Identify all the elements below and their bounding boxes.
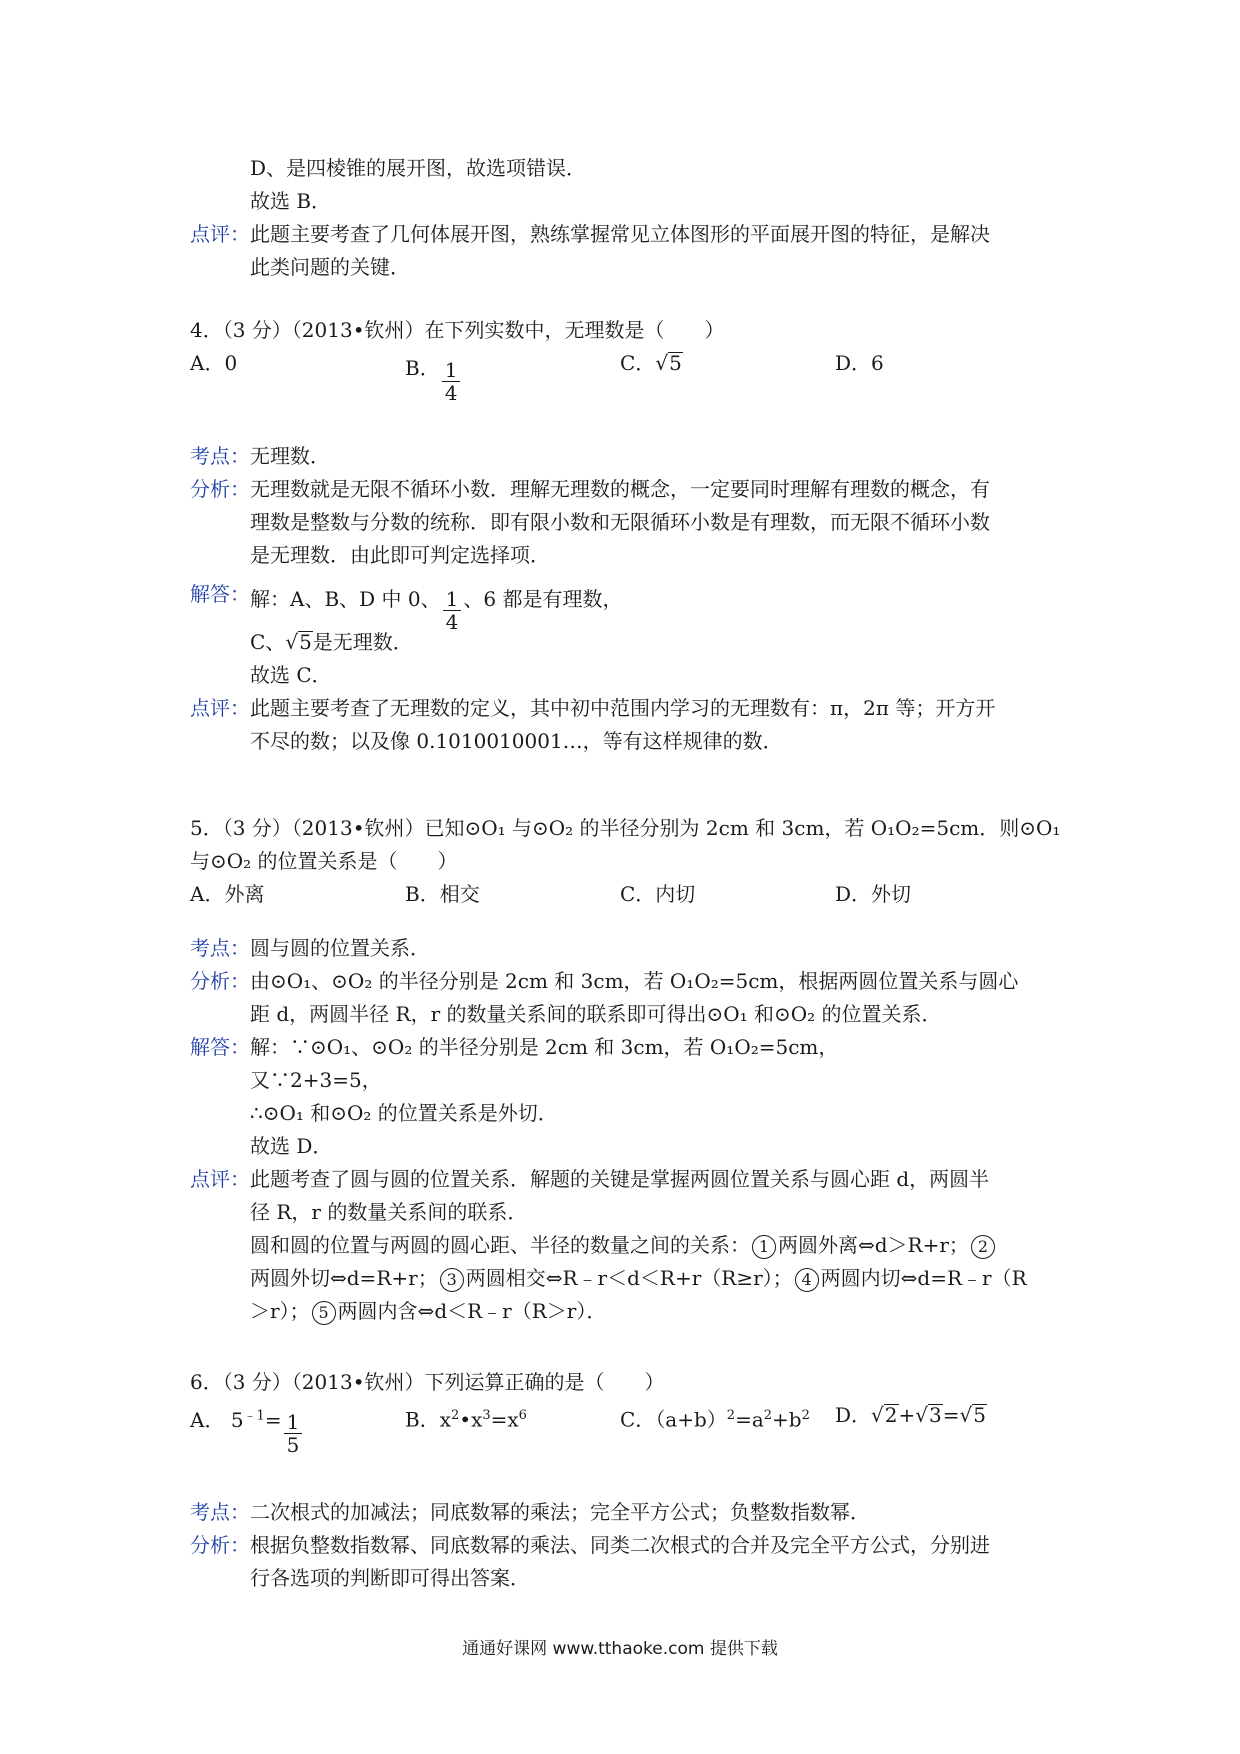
text-line: 根据负整数指数幂、同底数幂的乘法、同类二次根式的合并及完全平方公式，分别进 (250, 1533, 990, 1557)
text-segment: 两圆内含⇔d＜R﹣r（R＞r）． (337, 1299, 607, 1323)
q5-solution (190, 932, 1060, 1328)
term: （a+b） (655, 1407, 727, 1432)
denominator: 5 (286, 1433, 300, 1457)
relation-line-2 (250, 1262, 1060, 1295)
sqrt-expression: √3 (915, 1403, 942, 1427)
q5-option-b: B．相交 (405, 882, 480, 906)
jieda-line-1 (250, 578, 1060, 634)
circled-number: 3 (440, 1268, 464, 1292)
numerator: 1 (443, 588, 462, 611)
q4-dianping (190, 692, 1060, 758)
sqrt-expression: √5 (655, 351, 682, 375)
question-5 (190, 812, 1060, 911)
jieda-text (190, 1031, 1060, 1163)
equals: = (942, 1403, 960, 1427)
text-line: 行各选项的判断即可得出答案． (250, 1566, 530, 1590)
relation-line-1 (250, 1229, 1060, 1262)
term: x (439, 1407, 451, 1432)
text-line: 径 R，r 的数量关系间的联系． (250, 1200, 528, 1224)
q3-dianping-text (190, 218, 1060, 284)
term: =a (735, 1407, 764, 1432)
exponent: 6 (518, 1408, 527, 1423)
radicand: 5 (669, 351, 682, 375)
option-prefix: C． (620, 351, 656, 375)
q6-option-d (835, 1399, 987, 1432)
jieda-line-2 (250, 626, 1060, 659)
question-4 (190, 314, 1060, 405)
q4-options (190, 347, 1060, 405)
numerator: 1 (284, 1411, 303, 1434)
text-line: 解：∵⊙O₁、⊙O₂ 的半径分别是 2cm 和 3cm，若 O₁O₂=5cm， (250, 1035, 839, 1059)
plus: + (898, 1403, 916, 1427)
text-line: 此题主要考查了几何体展开图，熟练掌握常见立体图形的平面展开图的特征，是解决 (250, 222, 990, 246)
q6-stem: 6．（3 分）（2013•钦州）下列运算正确的是（ ） (190, 1370, 665, 1394)
q6-options (190, 1399, 1060, 1457)
circled-number: 1 (752, 1235, 776, 1259)
q6-kaodian (190, 1496, 1060, 1529)
text-segment: 两圆外离⇔d＞R+r； (778, 1233, 969, 1257)
radicand: 5 (299, 630, 312, 654)
fraction (442, 359, 461, 404)
circled-number: 5 (312, 1301, 336, 1325)
q5-stem-line-2: 与⊙O₂ 的位置关系是（ ） (190, 849, 458, 873)
relation-line-3 (250, 1295, 1060, 1328)
term: +b (772, 1407, 802, 1432)
q3-answer: 故选 B． (250, 189, 332, 213)
q4-fenxi (190, 473, 1060, 572)
fenxi-label: 分析： (190, 969, 250, 993)
fenxi-text (190, 473, 1060, 572)
term: •x (459, 1407, 483, 1432)
dianping-text (190, 1163, 1060, 1328)
jieda-label: 解答： (190, 582, 250, 606)
q6-fenxi (190, 1529, 1060, 1595)
dianping-label: 点评： (190, 222, 250, 246)
q5-jieda (190, 1031, 1060, 1163)
exponent: 2 (726, 1408, 736, 1423)
radicand: 5 (973, 1403, 987, 1427)
text-line: 理数是整数与分数的统称．即有限小数和无限循环小数是有理数，而无限不循环小数 (250, 510, 990, 534)
kaodian-label: 考点： (190, 1500, 250, 1524)
exponent: 3 (482, 1408, 491, 1423)
text-segment: ＞r）； (250, 1299, 310, 1323)
text-segment: 两圆相交⇔R﹣r＜d＜R+r（R≥r）； (465, 1266, 793, 1290)
q5-dianping (190, 1163, 1060, 1328)
base: 5 (230, 1408, 244, 1432)
text-line: 无理数就是无限不循环小数．理解无理数的概念，一定要同时理解有理数的概念，有 (250, 477, 990, 501)
sqrt-expression: √2 (871, 1403, 898, 1427)
denominator: 4 (444, 381, 458, 405)
text-segment: 是无理数． (312, 630, 413, 654)
q4-solution (190, 440, 1060, 758)
q3-option-d-line: D、是四棱锥的展开图，故选项错误． (250, 156, 587, 180)
text-segment: 圆和圆的位置与两圆的圆心距、半径的数量之间的关系： (250, 1233, 750, 1257)
kaodian-label: 考点： (190, 444, 250, 468)
q5-kaodian (190, 932, 1060, 965)
kaodian-text: 二次根式的加减法；同底数幂的乘法；完全平方公式；负整数指数幂． (250, 1500, 870, 1524)
exponent: 2 (801, 1408, 810, 1423)
option-prefix: D． (835, 1403, 872, 1427)
text-segment: C、 (250, 630, 286, 654)
exponent: ﹣1 (243, 1408, 265, 1424)
page-footer: 通通好课网 www.tthaoke.com 提供下载 (462, 1639, 778, 1659)
jieda-label: 解答： (190, 1035, 250, 1059)
sqrt-expression: √5 (285, 630, 312, 654)
exponent: 2 (763, 1408, 773, 1423)
q4-jieda (190, 578, 1060, 692)
text-line: 此题考查了圆与圆的位置关系．解题的关键是掌握两圆位置关系与圆心距 d，两圆半 (250, 1167, 990, 1191)
exponent: 2 (450, 1408, 460, 1423)
radicand: 3 (929, 1403, 942, 1427)
dianping-label: 点评： (190, 1167, 250, 1191)
text-line: 不尽的数；以及像 0.1010010001…，等有这样规律的数． (250, 729, 783, 753)
q4-option-d: D．6 (835, 351, 884, 375)
q5-option-a: A．外离 (190, 882, 265, 906)
fenxi-text (190, 1529, 1060, 1595)
q5-option-c: C．内切 (620, 882, 696, 906)
fenxi-text (190, 965, 1060, 1031)
q6-option-c (620, 1399, 810, 1437)
fraction (443, 588, 462, 633)
text-line: 又∵2+3=5， (250, 1068, 382, 1092)
text-segment: 、6 都是有理数， (463, 587, 623, 611)
sqrt-expression: √5 (959, 1403, 987, 1427)
q4-kaodian (190, 440, 1060, 473)
option-prefix: B． (405, 356, 440, 380)
numerator: 1 (442, 359, 461, 382)
circled-number: 4 (795, 1268, 819, 1292)
text-line: 是无理数．由此即可判定选择项． (250, 543, 550, 567)
text-line: 此题主要考查了无理数的定义，其中初中范围内学习的无理数有：π，2π 等；开方开 (250, 696, 996, 720)
term: =x (490, 1407, 519, 1432)
equals: = (264, 1408, 282, 1432)
denominator: 4 (445, 610, 459, 634)
q5-stem-line-1: 5．（3 分）（2013•钦州）已知⊙O₁ 与⊙O₂ 的半径分别为 2cm 和 3cm，若 O₁O₂=5cm．则⊙O₁ (190, 816, 1061, 840)
jieda-line-3: 故选 C． (250, 663, 332, 687)
q5-option-d: D．外切 (835, 882, 912, 906)
q5-options (190, 878, 1060, 911)
dianping-label: 点评： (190, 696, 250, 720)
q6-solution (190, 1496, 1060, 1595)
circled-number: 2 (971, 1235, 995, 1259)
q6-option-a (190, 1399, 304, 1457)
q4-option-c (620, 347, 683, 380)
option-prefix: A． (190, 1408, 225, 1432)
text-segment: 两圆内切⇔d=R﹣r（R (820, 1266, 1027, 1290)
jieda-text (190, 578, 1060, 692)
kaodian-text: 圆与圆的位置关系． (250, 936, 430, 960)
dianping-text (190, 692, 1060, 758)
kaodian-text: 无理数． (250, 444, 330, 468)
q3-dianping (190, 218, 1060, 284)
fraction (284, 1411, 303, 1456)
text-line: ∴⊙O₁ 和⊙O₂ 的位置关系是外切． (250, 1101, 558, 1125)
radicand: 2 (884, 1403, 898, 1427)
q4-option-b (405, 347, 462, 405)
option-prefix: C． (620, 1407, 656, 1432)
text-line: 由⊙O₁、⊙O₂ 的半径分别是 2cm 和 3cm，若 O₁O₂=5cm，根据两圆位置关系与圆心 (250, 969, 1019, 993)
text-line: 此类问题的关键． (250, 255, 410, 279)
text-line: 距 d，两圆半径 R，r 的数量关系间的联系即可得出⊙O₁ 和⊙O₂ 的位置关系． (250, 1002, 942, 1026)
question-6 (190, 1366, 1060, 1457)
text-segment: 解：A、B、D 中 0、 (250, 587, 441, 611)
q3-tail (190, 152, 1060, 284)
fenxi-label: 分析： (190, 1533, 250, 1557)
q5-fenxi (190, 965, 1060, 1031)
option-prefix: B． (405, 1407, 440, 1432)
fenxi-label: 分析： (190, 477, 250, 501)
text-segment: 两圆外切⇔d=R+r； (250, 1266, 438, 1290)
q4-option-a: A．0 (190, 351, 238, 375)
q6-option-b (405, 1399, 527, 1437)
kaodian-label: 考点： (190, 936, 250, 960)
text-line: 故选 D． (250, 1134, 333, 1158)
q4-stem: 4．（3 分）（2013•钦州）在下列实数中，无理数是（ ） (190, 318, 725, 342)
